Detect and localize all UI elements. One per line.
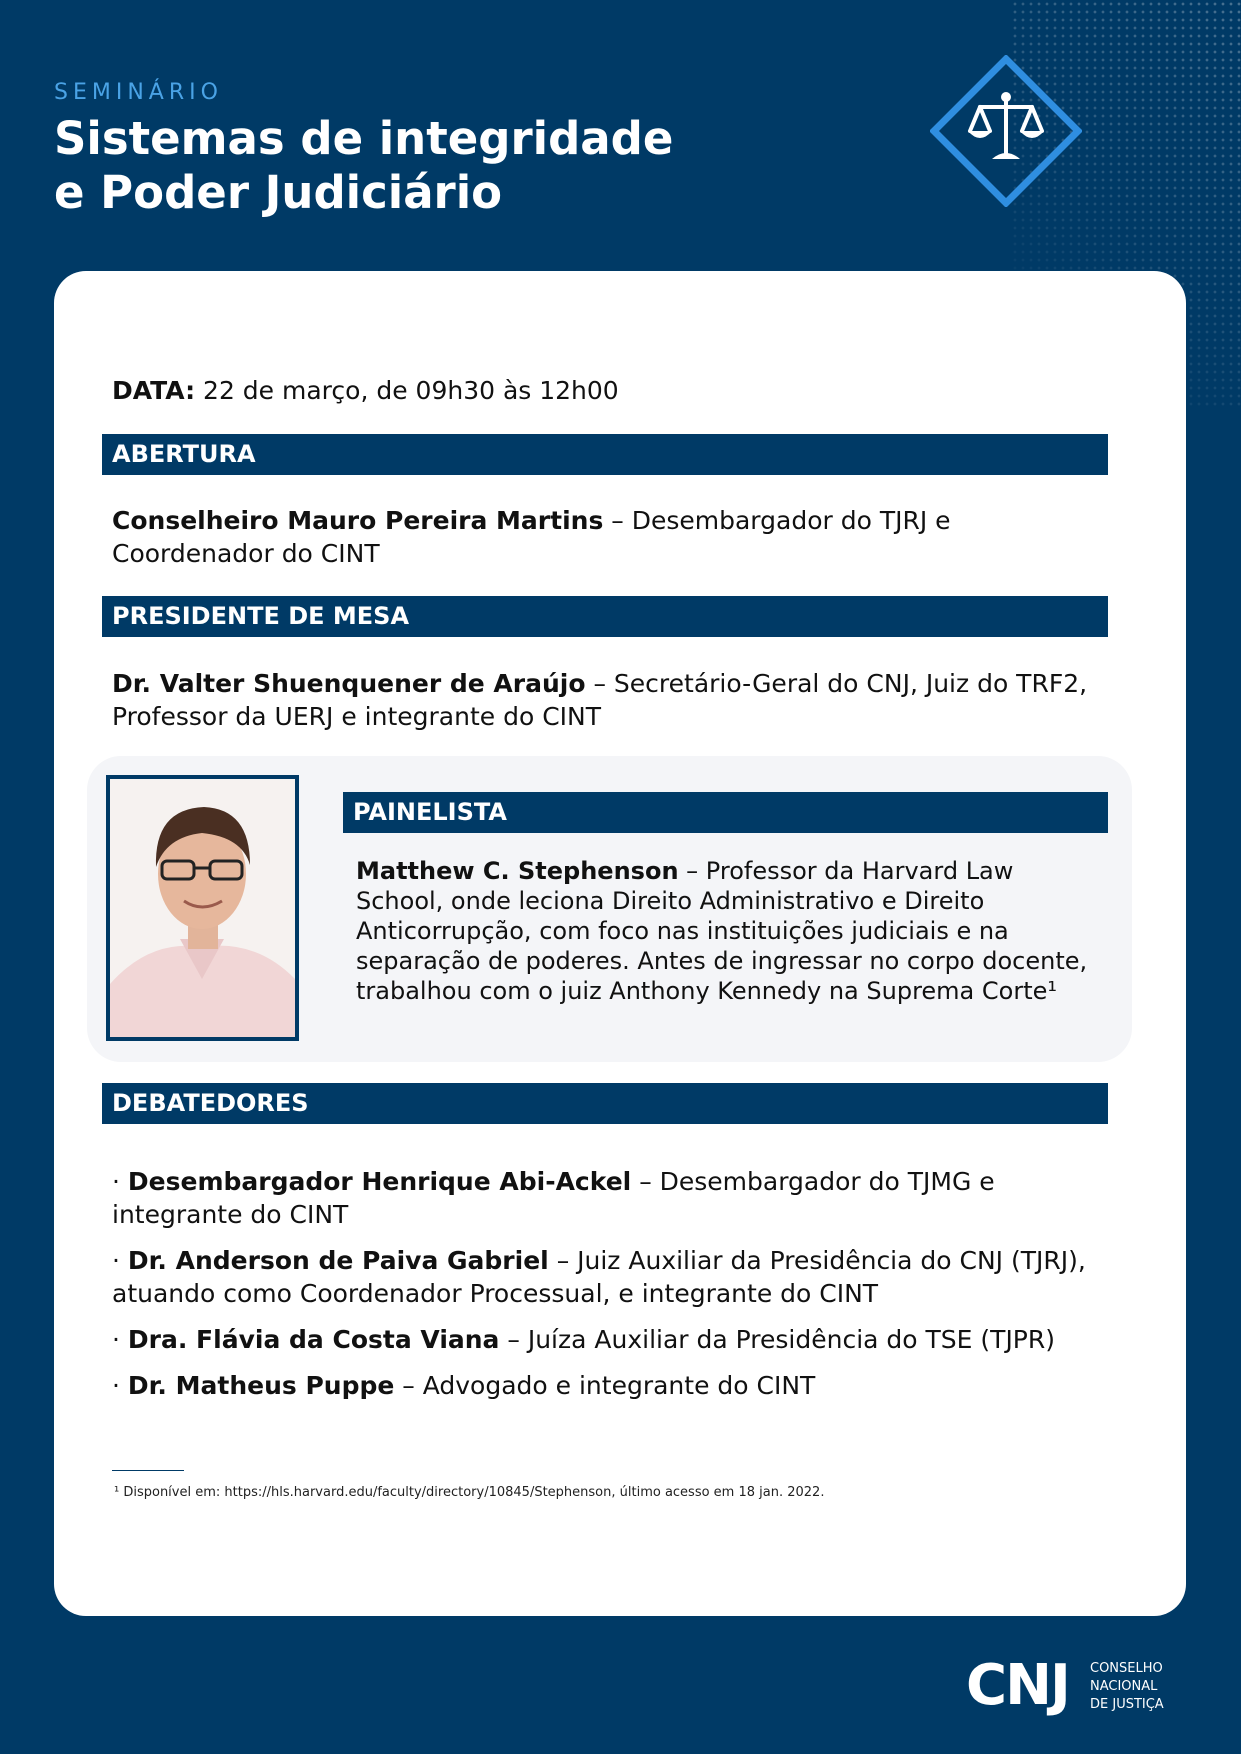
debatedor-desc: – Juiz Auxiliar da Presidência do CNJ (TJRJ), atuando como Coordenador Processual, e integrante do CINT [112,1246,1086,1308]
list-item: · Dr. Matheus Puppe – Advogado e integrante do CINT [112,1371,816,1400]
debatedor-name: Dra. Flávia da Costa Viana [127,1325,500,1354]
list-item: · Dr. Anderson de Paiva Gabriel – Juiz Auxiliar da Presidência do CNJ (TJRJ), atuando como Coordenador Processual, e integrante do CINT [112,1246,1086,1308]
presidente-speaker-name: Dr. Valter Shuenquener de Araújo [112,669,586,698]
list-item: · Desembargador Henrique Abi-Ackel – Desembargador do TJMG e integrante do CINT [112,1167,995,1229]
section-heading-painelista: PAINELISTA [343,792,1108,833]
cnj-name-line-2: NACIONAL [1090,1679,1158,1694]
list-item: · Dra. Flávia da Costa Viana – Juíza Auxiliar da Presidência do TSE (TJPR) [112,1325,1056,1354]
cnj-logo-name [1090,1660,1164,1714]
abertura-speaker-name: Conselheiro Mauro Pereira Martins [112,506,604,535]
debatedor-name: Dr. Matheus Puppe [127,1371,395,1400]
scales-of-justice-icon [930,55,1082,207]
cnj-name-line-3: DE JUSTIÇA [1090,1697,1164,1712]
debatedor-desc: – Juíza Auxiliar da Presidência do TSE (TJPR) [507,1325,1056,1354]
footnote-divider [112,1470,184,1471]
abertura-speaker [112,504,1102,570]
debatedor-desc: – Advogado e integrante do CINT [402,1371,816,1400]
debatedor-desc: – Desembargador do TJMG e integrante do CINT [112,1167,995,1229]
debatedor-name: Dr. Anderson de Paiva Gabriel [127,1246,549,1275]
title-line-2: e Poder Judiciário [54,166,503,219]
painelista-name: Matthew C. Stephenson [356,857,679,885]
title-line-1: Sistemas de integridade [54,112,674,165]
debatedor-name: Desembargador Henrique Abi-Ackel [127,1167,632,1196]
date-label: DATA: [112,376,196,405]
seminar-eyebrow: SEMINÁRIO [54,80,223,105]
presidente-speaker-desc: – Secretário-Geral do CNJ, Juiz do TRF2, Professor da UERJ e integrante do CINT [112,669,1088,731]
cnj-logo-letters: CNJ [966,1653,1069,1718]
section-heading-debatedores: DEBATEDORES [102,1083,1108,1124]
section-heading-abertura: ABERTURA [102,434,1108,475]
portrait-photo-icon [106,775,299,1041]
presidente-speaker [112,667,1102,733]
cnj-logo [966,1653,1166,1718]
page-title [54,112,673,220]
debatedores-list [112,1165,1112,1415]
abertura-speaker-desc: – Desembargador do TJRJ e Coordenador do CINT [112,506,951,568]
painelista-desc: – Professor da Harvard Law School, onde leciona Direito Administrativo e Direito Anticorrupção, com foco nas instituições judiciais e na separação de poderes. Antes de ingressar no corpo docente, trabalhou com o juiz Anthony Kennedy na Suprema Corte¹ [356,857,1088,1005]
cnj-name-line-1: CONSELHO [1090,1661,1163,1676]
footnote: ¹ Disponível em: https://hls.harvard.edu/faculty/directory/10845/Stephenson, último acesso em 18 jan. 2022. [114,1485,825,1500]
date-value: 22 de março, de 09h30 às 12h00 [203,376,619,405]
section-heading-presidente: PRESIDENTE DE MESA [102,596,1108,637]
painelista-bio [356,856,1106,1006]
event-date [112,376,619,405]
